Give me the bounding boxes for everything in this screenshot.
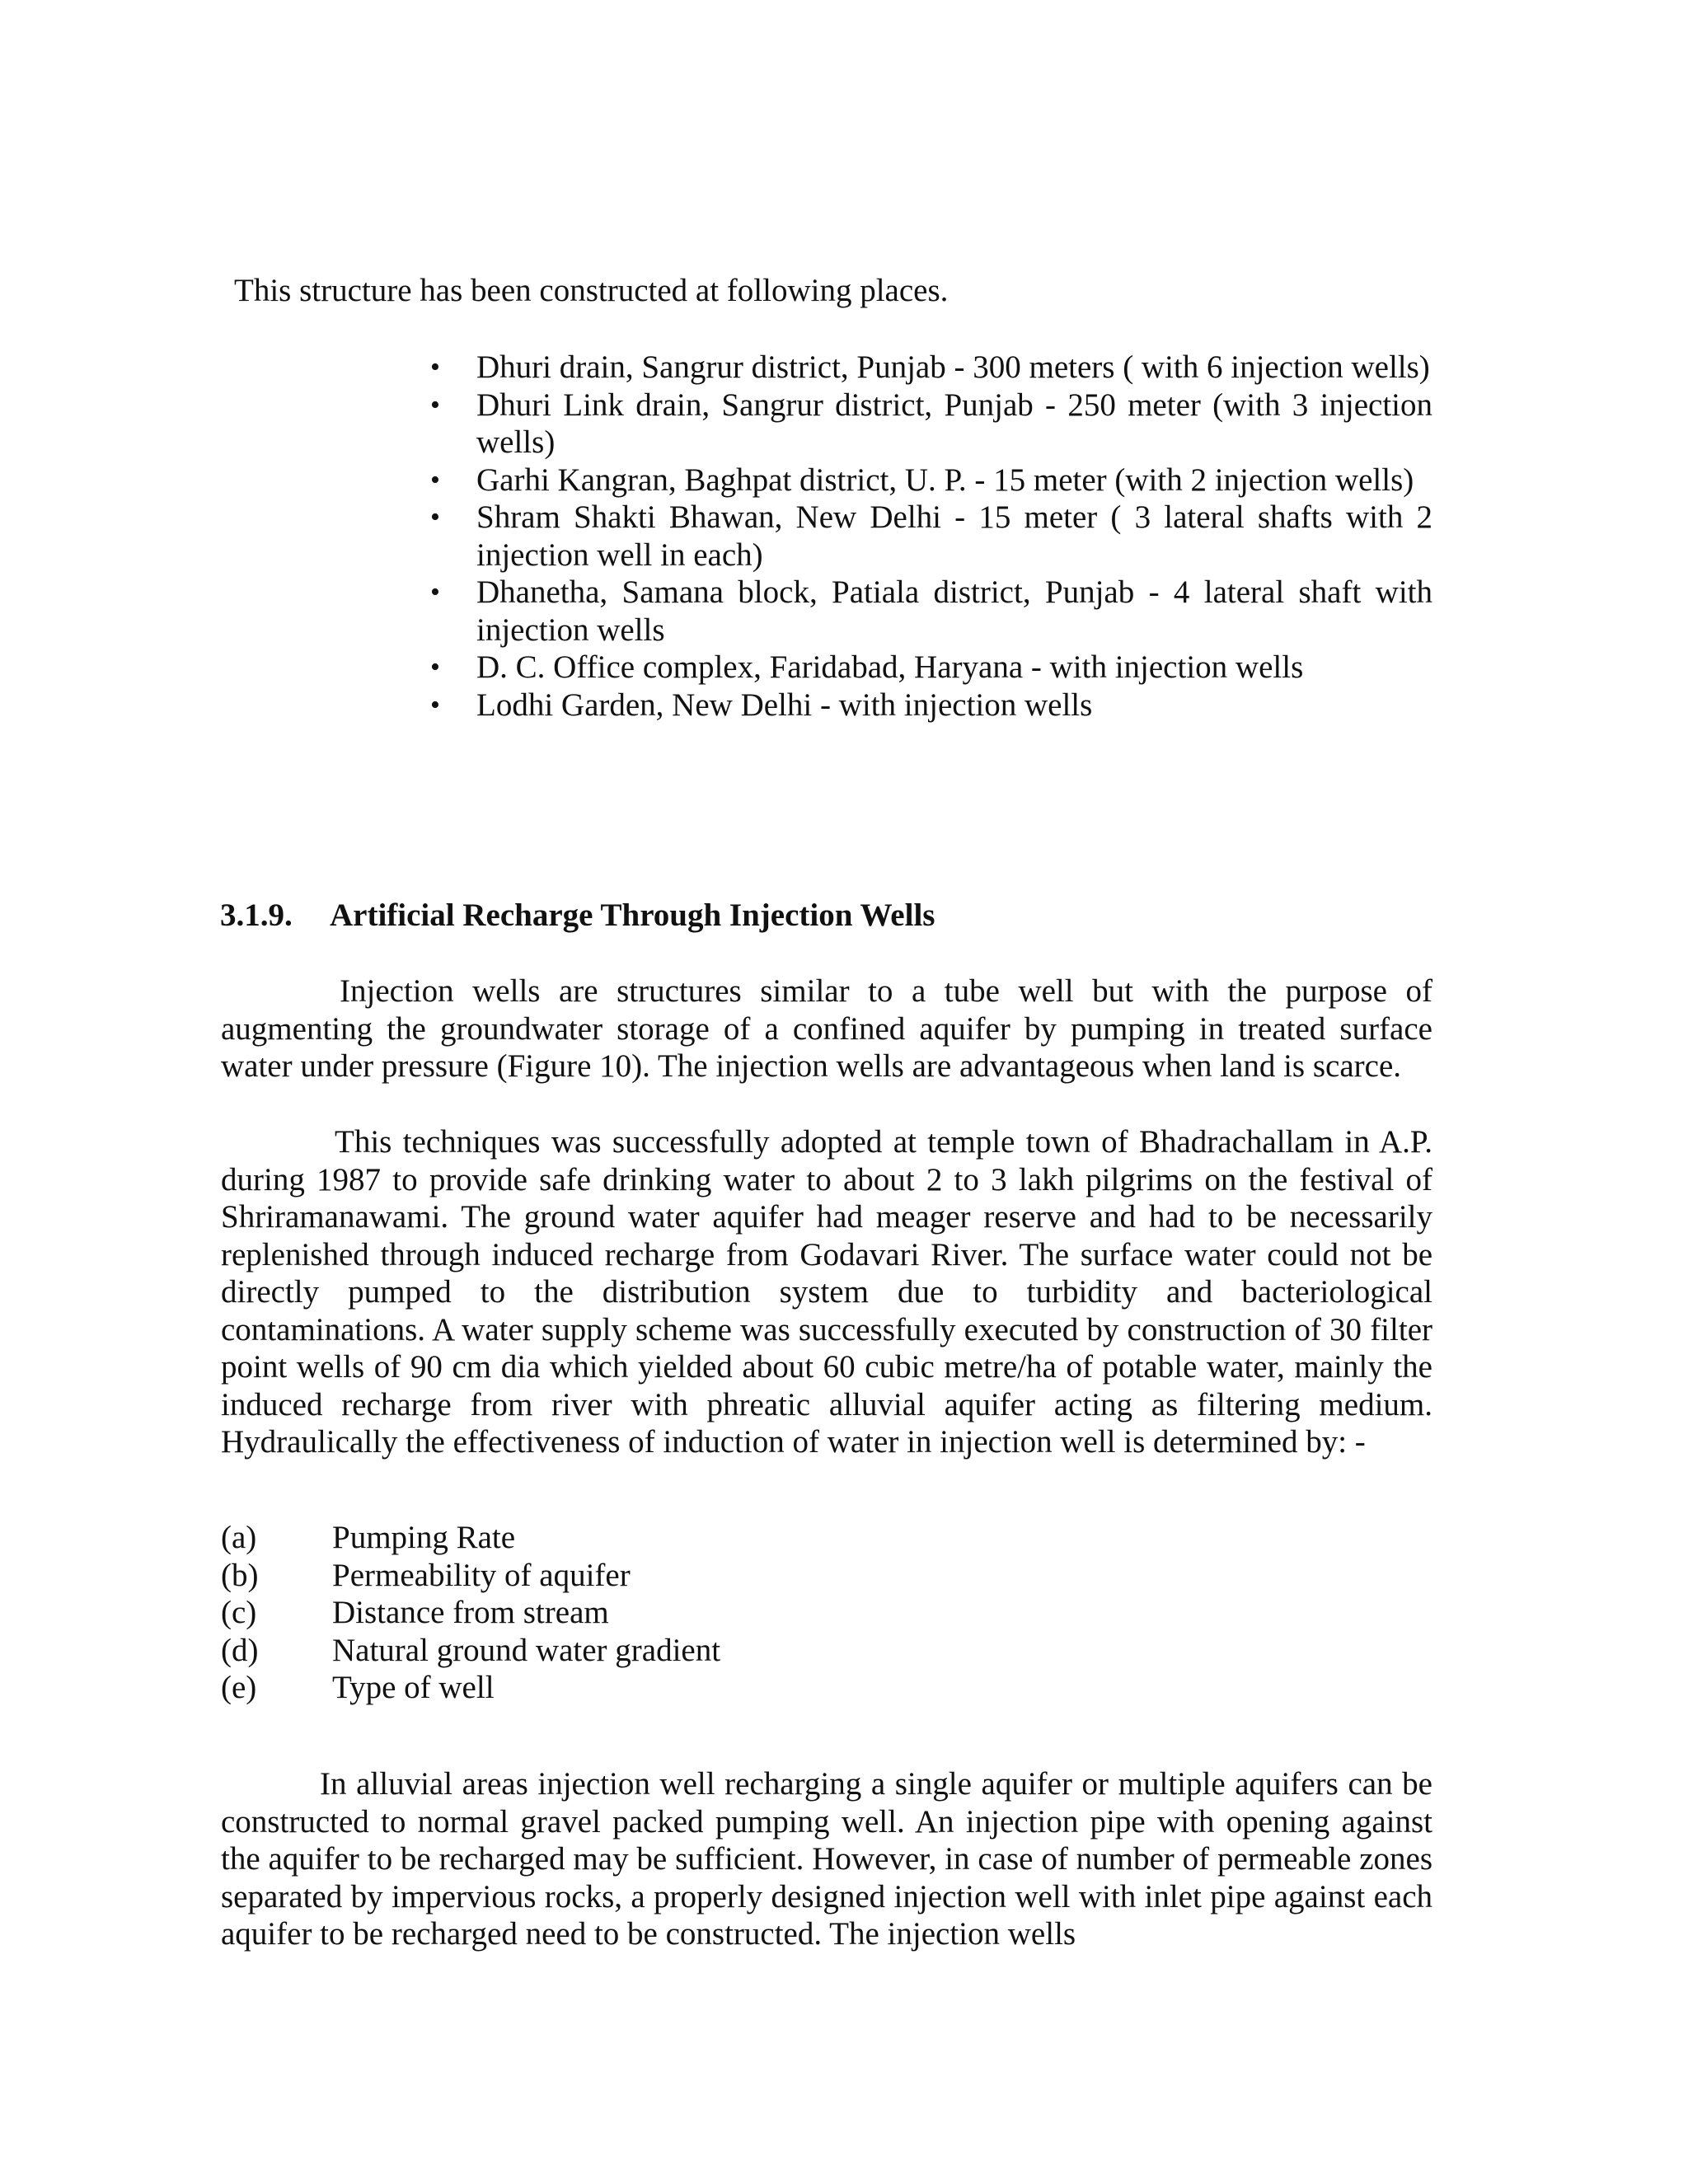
- list-item: [221, 1519, 720, 1557]
- list-item-text: Shram Shakti Bhawan, New Delhi - 15 meter ( 3 lateral shafts with 2 injection well in each): [476, 499, 1432, 573]
- paragraph-injection-wells-intro: Injection wells are structures similar to a tube well but with the purpose of augmenting the groundwater storage of a confined aquifer by pumping in treated surface water under pressure (Figure 10). The injection wells are advantageous when land is scarce.: [221, 973, 1432, 1084]
- paragraph-alluvial-areas: In alluvial areas injection well recharging a single aquifer or multiple aquifers can be constructed to normal gravel packed pumping well. An injection pipe with opening against the aquifer to be recharged may be sufficient. However, in case of number of permeable zones separated by impervious rocks, a properly designed injection well with inlet pipe against each aquifer to be recharged need to be constructed. The injection wells: [221, 1766, 1432, 1952]
- list-item-text: Lodhi Garden, New Delhi - with injection wells: [476, 687, 1093, 723]
- bullet-icon: •: [430, 464, 440, 495]
- list-item-text: D. C. Office complex, Faridabad, Haryana - with injection wells: [476, 649, 1304, 685]
- list-item: [419, 387, 1432, 462]
- list-item-text: Dhanetha, Samana block, Patiala district, Punjab - 4 lateral shaft with injection wells: [476, 574, 1432, 648]
- intro-text: This structure has been constructed at following places.: [234, 273, 949, 308]
- places-list: [419, 349, 1432, 724]
- factor-label: (d): [221, 1632, 259, 1668]
- factor-text: Type of well: [332, 1670, 495, 1705]
- factor-label: (e): [221, 1670, 257, 1705]
- bullet-icon: •: [430, 502, 440, 532]
- factor-label: (c): [221, 1595, 257, 1630]
- paragraph-bhadrachallam-case: This techniques was successfully adopted at temple town of Bhadrachallam in A.P. during 1987 to provide safe drinking water to about 2 to 3 lakh pilgrims on the festival of Shriramanawami. The ground water aquifer had meager reserve and had to be necessarily replenished through induced recharge from Godavari River. The surface water could not be directly pumped to the distribution system due to turbidity and bacteriological contaminations. A water supply scheme was successfully executed by construction of 30 filter point wells of 90 cm dia which yielded about 60 cubic metre/ha of potable water, mainly the induced recharge from river with phreatic alluvial aquifer acting as filtering medium. Hydraulically the effectiveness of induction of water in injection well is determined by: -: [221, 1124, 1432, 1460]
- factor-label: (a): [221, 1520, 257, 1555]
- list-item: [419, 574, 1432, 649]
- list-item: [419, 687, 1432, 724]
- list-item: [419, 499, 1432, 574]
- list-item: [419, 649, 1432, 687]
- list-item-text: Dhuri drain, Sangrur district, Punjab - 300 meters ( with 6 injection wells): [476, 349, 1430, 385]
- factors-list: [221, 1519, 720, 1707]
- section-number: 3.1.9.: [220, 898, 293, 933]
- bullet-icon: •: [430, 652, 440, 682]
- list-item: [221, 1594, 720, 1632]
- section-title: Artificial Recharge Through Injection Wells: [330, 898, 935, 933]
- factor-text: Distance from stream: [332, 1595, 609, 1630]
- factor-text: Pumping Rate: [332, 1520, 516, 1555]
- section-heading: [220, 897, 1456, 935]
- bullet-icon: •: [430, 577, 440, 607]
- bullet-icon: •: [430, 389, 440, 420]
- list-item-text: Dhuri Link drain, Sangrur district, Punjab - 250 meter (with 3 injection wells): [476, 387, 1432, 460]
- bullet-icon: •: [430, 689, 440, 720]
- list-item: [221, 1669, 720, 1707]
- list-item: [419, 462, 1432, 499]
- bullet-icon: •: [430, 352, 440, 382]
- list-item-text: Garhi Kangran, Baghpat district, U. P. - 15 meter (with 2 injection wells): [476, 462, 1414, 498]
- list-item: [419, 349, 1432, 387]
- factor-text: Permeability of aquifer: [332, 1557, 631, 1593]
- factor-label: (b): [221, 1557, 259, 1593]
- list-item: [221, 1557, 720, 1595]
- factor-text: Natural ground water gradient: [332, 1632, 721, 1668]
- list-item: [221, 1632, 720, 1670]
